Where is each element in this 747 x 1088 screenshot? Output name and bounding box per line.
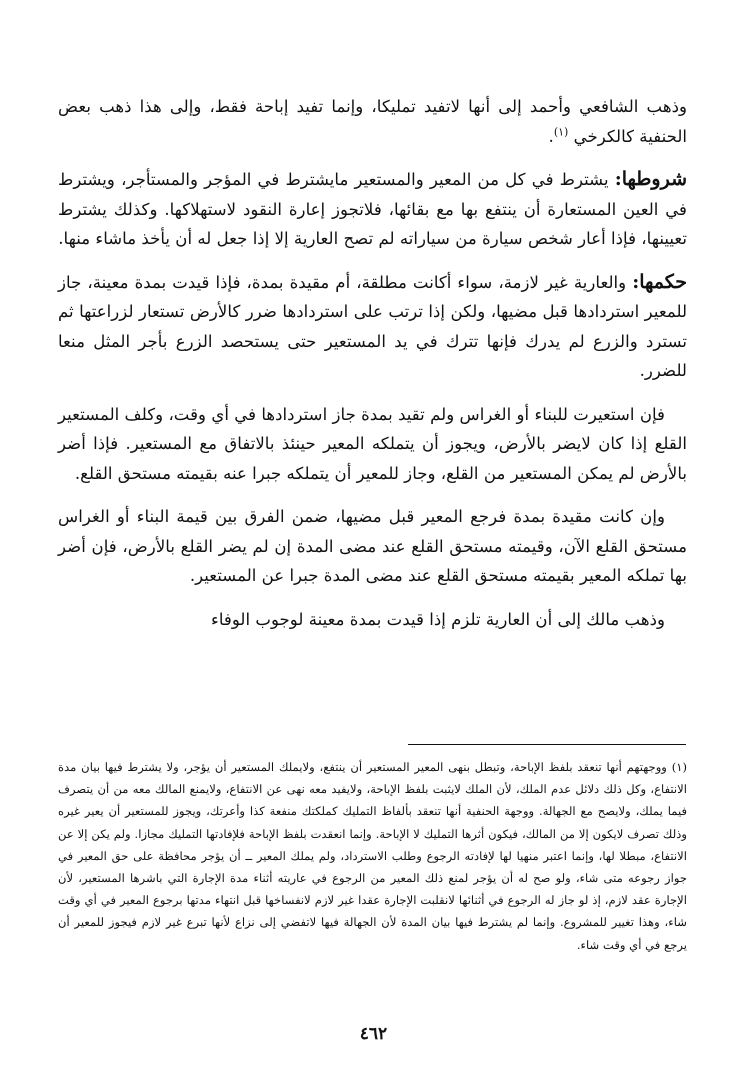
paragraph-4: فإن استعيرت للبناء أو الغراس ولم تقيد بمدة جاز استردادها في أي وقت، وكلف المستعير القلع إذا كان لايضر بالأرض، ويجوز أن يتملكه المعير حينئذ بالاتفاق مع المستعير. فإذا أضر بالأرض لم يمكن المستعير من القلع، وجاز للمعير أن يتملكه جبرا عنه بقيمته مستحق القلع. <box>58 404 687 483</box>
page-number: ٤٦٢ <box>359 1024 388 1044</box>
ruling-text: والعارية غير لازمة، سواء أكانت مطلقة، أم مقيدة بمدة، فإذا قيدت بمدة معينة، جاز للمعير استردادها قبل مضيها، ولكن إذا ترتب على استردادها ضرر كالأرض تستعار لزراعتها ثم تسترد والزرع لم يدرك فإنها تترك في يد المستعير حتى يستحصد الزرع بأجر المثل منعا للضرر. <box>58 272 687 380</box>
main-text <box>58 92 687 648</box>
footnotes <box>58 756 687 956</box>
conditions-heading: شروطها: <box>614 168 687 190</box>
paragraph-1 <box>58 92 687 151</box>
paragraph-5: وإن كانت مقيدة بمدة فرجع المعير قبل مضيها، ضمن الفرق بين قيمة البناء أو الغراس مستحق القلع الآن، وقيمته مستحق القلع عند مضى المدة إن لم يضر القلع بالأرض، فإن أضر بها تملكه المعير بقيمته مستحق القلع عند مضى المدة جبرا عن المستعير. <box>58 507 687 585</box>
conditions-text: يشترط في كل من المعير والمستعير مايشترط في المؤجر والمستأجر، ويشترط في العين المستعارة أن ينتفع بها مع بقائها، فلاتجوز إعارة النقود لاستهلاكها. وكذلك يشترط تعيينها، فإذا أعار شخص سيارة من سياراته لم تصح العارية إلا إذا جعل له أن يأخذ ماشاء منها. <box>58 170 687 248</box>
footnote-reference: (١) <box>553 124 569 138</box>
ruling-heading: حكمها: <box>632 270 687 293</box>
footnote-divider <box>408 744 686 745</box>
paragraph-6: وذهب مالك إلى أن العارية تلزم إذا قيدت بمدة معينة لوجوب الوفاء <box>211 609 665 629</box>
paragraph-ruling <box>58 268 687 386</box>
paragraph-1-text: وذهب الشافعي وأحمد إلى أنها لاتفيد تمليكا، وإنما تفيد إباحة فقط، وإلى هذا ذهب بعض الحنفية كالكرخي <box>58 97 687 146</box>
paragraph-conditions <box>58 165 687 254</box>
footnote-1: (١) ووجهتهم أنها تنعقد بلفظ الإباحة، وتبطل بنهى المعير المستعير أن ينتفع، ولايملك المستعير أن يؤجر، ولا يشترط فيها بيان مدة الانتفاع، وكل ذلك دلائل عدم الملك، لأن الملك لايثبت بلفظ الإباحة، ولايفيد معه نهى عن الانتفاع، ولايمنع المالك معه من أن يتصرف فيما يملك، ولايصح مع الجهالة. ووجهة الحنفية أنها تنعقد بألفاظ التمليك كملكتك منفعة كذا وأعرتك، ويجوز للمستعير أن يعير غيره وذلك تصرف لايكون إلا من المالك، فيكون أثرها التمليك لا الإباحة. وإنما انعقدت بلفظ الإباحة فلإفادتها التمليك مجازا. ولم يكن إلا عن الانتفاع، مبطلا لها، وإنما اعتبر منهيا لها لإفادته الرجوع وطلب الاسترداد، ولم يملك المعير ــ أن يؤجر محافظة على حق المعير في جواز رجوعه متى شاء، ولو صح له أن يؤجر لمنع ذلك المعير من الرجوع في عاريته أثناء مدة الإجارة التي باشرها المستعير، لأن الإجارة عقد لازم، إذ لو جاز له الرجوع في أثنائها لانقلبت الإجارة عقدا غير لازم لانفساخها قبل انتهاء مدتها برجوع المعير في أي وقت شاء، وهذا تغيير للمشروع. وإنما لم يشترط فيها بيان المدة لأن الجهالة فيها لاتفضي إلى نزاع لأنها تبرع غير لازم فيجوز للمعير أن يرجع في أي وقت شاء. <box>58 760 687 952</box>
paragraph-1-end: . <box>548 126 554 146</box>
